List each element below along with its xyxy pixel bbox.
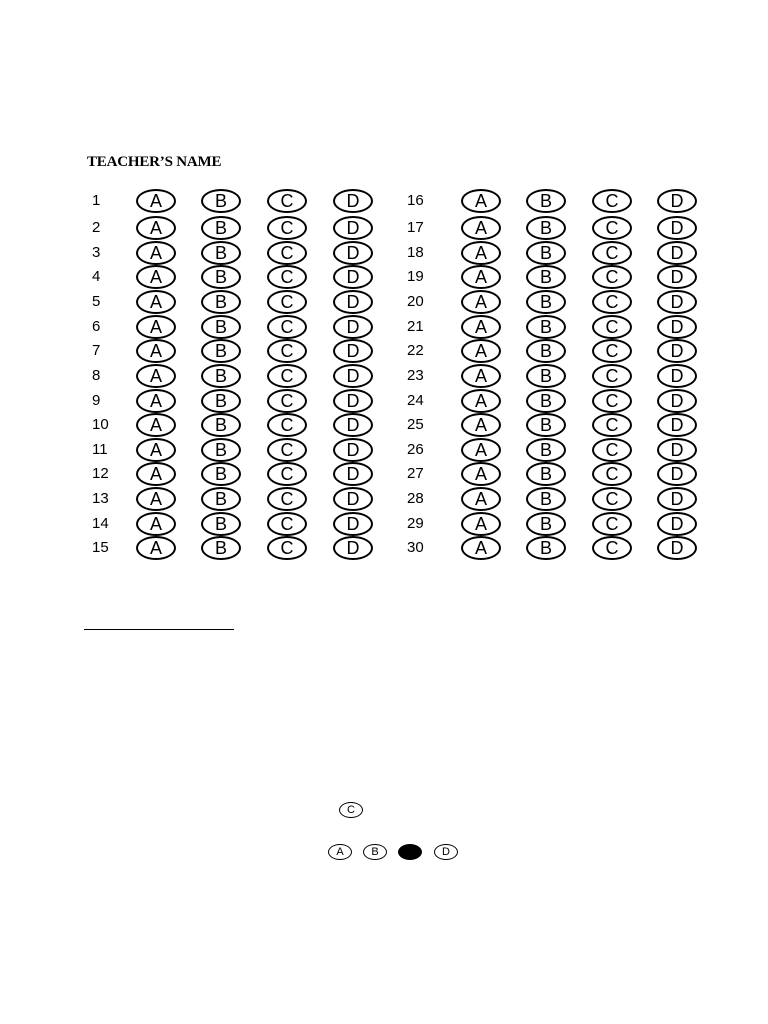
answer-bubble-c[interactable]: C xyxy=(267,413,307,437)
answer-bubble-d[interactable]: D xyxy=(333,265,373,289)
answer-bubble-a[interactable]: A xyxy=(461,339,501,363)
answer-bubble-c[interactable]: C xyxy=(592,389,632,413)
question-number: 7 xyxy=(92,342,101,359)
answer-bubble-b[interactable]: B xyxy=(201,189,241,213)
question-number: 27 xyxy=(407,465,424,482)
question-number: 3 xyxy=(92,244,101,261)
question-number: 4 xyxy=(92,268,101,285)
answer-bubble-a[interactable]: A xyxy=(136,315,176,339)
answer-bubble-d[interactable]: D xyxy=(333,389,373,413)
answer-bubble-d[interactable]: D xyxy=(657,487,697,511)
answer-bubble-c[interactable]: C xyxy=(267,364,307,388)
answer-bubble-d[interactable]: D xyxy=(657,438,697,462)
name-underline xyxy=(84,629,234,630)
answer-bubble-a[interactable]: A xyxy=(461,216,501,240)
answer-bubble-d[interactable]: D xyxy=(333,438,373,462)
answer-bubble-a[interactable]: A xyxy=(136,364,176,388)
answer-bubble-c[interactable]: C xyxy=(592,189,632,213)
question-number: 21 xyxy=(407,318,424,335)
answer-bubble-c[interactable]: C xyxy=(592,265,632,289)
answer-bubble-b[interactable]: B xyxy=(201,413,241,437)
question-number: 29 xyxy=(407,515,424,532)
answer-bubble-d[interactable]: D xyxy=(333,462,373,486)
answer-bubble-c[interactable]: C xyxy=(592,487,632,511)
answer-bubble-d[interactable]: D xyxy=(657,265,697,289)
answer-bubble-b[interactable]: B xyxy=(201,241,241,265)
example-bubble-filled: C xyxy=(398,844,422,860)
answer-bubble-d[interactable]: D xyxy=(657,189,697,213)
answer-bubble-c[interactable]: C xyxy=(267,315,307,339)
answer-bubble-b[interactable]: B xyxy=(526,389,566,413)
answer-bubble-a[interactable]: A xyxy=(461,536,501,560)
answer-bubble-a[interactable]: A xyxy=(461,364,501,388)
answer-bubble-b[interactable]: B xyxy=(526,339,566,363)
answer-bubble-c[interactable]: C xyxy=(267,290,307,314)
answer-bubble-a[interactable]: A xyxy=(461,413,501,437)
example-bubble: D xyxy=(434,844,458,860)
answer-bubble-b[interactable]: B xyxy=(201,389,241,413)
answer-bubble-c[interactable]: C xyxy=(592,536,632,560)
question-number: 11 xyxy=(92,441,108,458)
answer-bubble-b[interactable]: B xyxy=(201,364,241,388)
question-number: 19 xyxy=(407,268,424,285)
answer-bubble-d[interactable]: D xyxy=(333,512,373,536)
answer-bubble-d[interactable]: D xyxy=(657,389,697,413)
answer-bubble-d[interactable]: D xyxy=(333,290,373,314)
answer-bubble-b[interactable]: B xyxy=(201,438,241,462)
answer-bubble-b[interactable]: B xyxy=(201,265,241,289)
answer-bubble-a[interactable]: A xyxy=(461,462,501,486)
answer-bubble-b[interactable]: B xyxy=(201,536,241,560)
question-number: 1 xyxy=(92,192,101,209)
answer-bubble-c[interactable]: C xyxy=(267,438,307,462)
answer-bubble-a[interactable]: A xyxy=(136,487,176,511)
answer-bubble-b[interactable]: B xyxy=(526,265,566,289)
answer-bubble-b[interactable]: B xyxy=(201,216,241,240)
answer-bubble-c[interactable]: C xyxy=(267,536,307,560)
answer-bubble-d[interactable]: D xyxy=(657,315,697,339)
answer-bubble-a[interactable]: A xyxy=(136,512,176,536)
answer-bubble-d[interactable]: D xyxy=(657,290,697,314)
answer-bubble-a[interactable]: A xyxy=(461,389,501,413)
answer-bubble-b[interactable]: B xyxy=(526,438,566,462)
answer-bubble-c[interactable]: C xyxy=(267,389,307,413)
question-number: 26 xyxy=(407,441,424,458)
question-number: 30 xyxy=(407,539,424,556)
answer-bubble-b[interactable]: B xyxy=(526,290,566,314)
answer-bubble-c[interactable]: C xyxy=(592,216,632,240)
question-number: 18 xyxy=(407,244,424,261)
answer-bubble-b[interactable]: B xyxy=(526,512,566,536)
example-bubble: B xyxy=(363,844,387,860)
answer-bubble-a[interactable]: A xyxy=(136,290,176,314)
answer-bubble-b[interactable]: B xyxy=(526,315,566,339)
answer-bubble-c[interactable]: C xyxy=(592,241,632,265)
answer-bubble-a[interactable]: A xyxy=(461,265,501,289)
question-number: 24 xyxy=(407,392,424,409)
answer-bubble-a[interactable]: A xyxy=(136,339,176,363)
answer-bubble-a[interactable]: A xyxy=(461,512,501,536)
question-number: 6 xyxy=(92,318,101,335)
answer-bubble-c[interactable]: C xyxy=(592,290,632,314)
answer-bubble-d[interactable]: D xyxy=(657,536,697,560)
answer-bubble-d[interactable]: D xyxy=(333,216,373,240)
answer-bubble-b[interactable]: B xyxy=(526,241,566,265)
question-number: 9 xyxy=(92,392,101,409)
answer-bubble-d[interactable]: D xyxy=(333,241,373,265)
answer-bubble-c[interactable]: C xyxy=(592,462,632,486)
answer-bubble-d[interactable]: D xyxy=(657,413,697,437)
answer-bubble-c[interactable]: C xyxy=(592,315,632,339)
answer-bubble-b[interactable]: B xyxy=(201,315,241,339)
answer-bubble-c[interactable]: C xyxy=(592,339,632,363)
answer-bubble-d[interactable]: D xyxy=(333,189,373,213)
answer-bubble-b[interactable]: B xyxy=(526,189,566,213)
answer-bubble-c[interactable]: C xyxy=(267,339,307,363)
answer-bubble-b[interactable]: B xyxy=(201,512,241,536)
answer-bubble-d[interactable]: D xyxy=(333,339,373,363)
answer-bubble-d[interactable]: D xyxy=(333,364,373,388)
answer-bubble-d[interactable]: D xyxy=(657,339,697,363)
answer-bubble-d[interactable]: D xyxy=(657,462,697,486)
answer-bubble-c[interactable]: C xyxy=(267,487,307,511)
answer-bubble-d[interactable]: D xyxy=(333,315,373,339)
question-number: 25 xyxy=(407,416,424,433)
answer-bubble-a[interactable]: A xyxy=(136,265,176,289)
answer-bubble-a[interactable]: A xyxy=(136,536,176,560)
example-bubble: A xyxy=(328,844,352,860)
answer-bubble-a[interactable]: A xyxy=(461,438,501,462)
answer-bubble-b[interactable]: B xyxy=(526,536,566,560)
question-number: 5 xyxy=(92,293,101,310)
answer-bubble-b[interactable]: B xyxy=(201,487,241,511)
answer-bubble-a[interactable]: A xyxy=(136,189,176,213)
answer-bubble-b[interactable]: B xyxy=(526,413,566,437)
answer-bubble-d[interactable]: D xyxy=(657,512,697,536)
question-number: 10 xyxy=(92,416,109,433)
answer-bubble-a[interactable]: A xyxy=(461,241,501,265)
answer-bubble-c[interactable]: C xyxy=(592,512,632,536)
question-number: 20 xyxy=(407,293,424,310)
question-number: 2 xyxy=(92,219,101,236)
question-number: 8 xyxy=(92,367,101,384)
answer-bubble-d[interactable]: D xyxy=(657,364,697,388)
answer-bubble-b[interactable]: B xyxy=(526,487,566,511)
answer-bubble-c[interactable]: C xyxy=(267,265,307,289)
question-number: 12 xyxy=(92,465,109,482)
question-number: 14 xyxy=(92,515,109,532)
answer-bubble-a[interactable]: A xyxy=(461,290,501,314)
answer-bubble-c[interactable]: C xyxy=(592,413,632,437)
answer-bubble-d[interactable]: D xyxy=(657,241,697,265)
answer-bubble-a[interactable]: A xyxy=(461,189,501,213)
answer-bubble-c[interactable]: C xyxy=(267,189,307,213)
answer-bubble-a[interactable]: A xyxy=(136,413,176,437)
answer-bubble-b[interactable]: B xyxy=(201,462,241,486)
question-number: 15 xyxy=(92,539,109,556)
question-number: 16 xyxy=(407,192,424,209)
answer-bubble-a[interactable]: A xyxy=(136,241,176,265)
answer-bubble-b[interactable]: B xyxy=(201,290,241,314)
question-number: 22 xyxy=(407,342,424,359)
answer-bubble-c[interactable]: C xyxy=(267,512,307,536)
answer-bubble-a[interactable]: A xyxy=(136,462,176,486)
question-number: 13 xyxy=(92,490,109,507)
example-bubble-unfilled: C xyxy=(339,802,363,818)
answer-bubble-c[interactable]: C xyxy=(267,241,307,265)
answer-bubble-d[interactable]: D xyxy=(333,413,373,437)
answer-bubble-c[interactable]: C xyxy=(592,438,632,462)
answer-bubble-a[interactable]: A xyxy=(461,487,501,511)
answer-bubble-a[interactable]: A xyxy=(461,315,501,339)
answer-bubble-b[interactable]: B xyxy=(201,339,241,363)
page-title: TEACHER’S NAME xyxy=(87,154,222,170)
answer-bubble-b[interactable]: B xyxy=(526,216,566,240)
answer-bubble-c[interactable]: C xyxy=(267,462,307,486)
answer-bubble-a[interactable]: A xyxy=(136,216,176,240)
question-number: 23 xyxy=(407,367,424,384)
answer-bubble-d[interactable]: D xyxy=(657,216,697,240)
question-number: 17 xyxy=(407,219,424,236)
answer-bubble-a[interactable]: A xyxy=(136,438,176,462)
answer-bubble-d[interactable]: D xyxy=(333,536,373,560)
answer-bubble-c[interactable]: C xyxy=(267,216,307,240)
answer-bubble-c[interactable]: C xyxy=(592,364,632,388)
answer-bubble-b[interactable]: B xyxy=(526,462,566,486)
answer-bubble-a[interactable]: A xyxy=(136,389,176,413)
question-number: 28 xyxy=(407,490,424,507)
answer-bubble-b[interactable]: B xyxy=(526,364,566,388)
answer-bubble-d[interactable]: D xyxy=(333,487,373,511)
